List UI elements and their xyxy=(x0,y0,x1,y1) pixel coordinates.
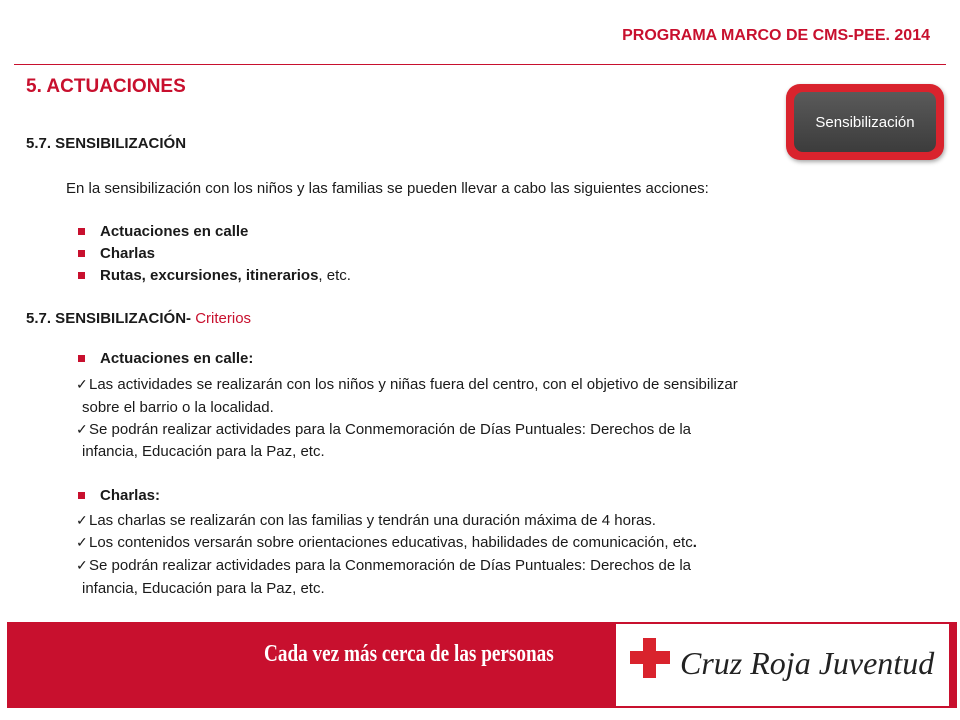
bullet-square-icon xyxy=(78,492,85,499)
criteria-heading: Actuaciones en calle: xyxy=(100,350,254,367)
red-cross-icon xyxy=(630,638,670,678)
criteria-item-cont: sobre el barrio o la localidad. xyxy=(82,399,274,416)
bullet-square-icon xyxy=(78,272,85,279)
criteria-title-accent: Criterios xyxy=(195,310,252,327)
section-title: 5. ACTUACIONES xyxy=(26,76,186,97)
criteria-title-main: 5.7. SENSIBILIZACIÓN- xyxy=(26,310,196,327)
criteria-item-cont: infancia, Educación para la Paz, etc. xyxy=(82,580,325,597)
logo-script-text: Cruz Roja Juventud xyxy=(680,645,935,681)
header-divider xyxy=(14,64,946,65)
criteria-item: Las actividades se realizarán con los niños y niñas fuera del centro, con el objetivo de sensibilizar xyxy=(89,376,738,393)
intro-paragraph: En la sensibilización con los niños y las familias se pueden llevar a cabo las siguientes acciones: xyxy=(66,180,709,197)
sensibilizacion-badge xyxy=(786,84,944,160)
bullet-item: Actuaciones en calle xyxy=(100,223,249,240)
footer-slogan: Cada vez más cerca de las personas xyxy=(264,641,554,667)
checkmark-icon: ✓ xyxy=(76,534,88,550)
badge-label: Sensibilización xyxy=(794,92,936,152)
criteria-heading: Charlas: xyxy=(100,487,161,504)
bullet-item: Charlas xyxy=(100,245,156,262)
checkmark-icon: ✓ xyxy=(76,557,88,573)
criteria-item: Se podrán realizar actividades para la Conmemoración de Días Puntuales: Derechos de la xyxy=(89,557,691,574)
checkmark-icon: ✓ xyxy=(76,421,88,437)
header-title: PROGRAMA MARCO DE CMS-PEE. 2014 xyxy=(622,27,930,44)
criteria-item-bold-tail: . xyxy=(692,534,697,551)
criteria-item-text: Los contenidos versarán sobre orientaciones educativas, habilidades de comunicación, etc xyxy=(89,534,693,551)
checkmark-icon: ✓ xyxy=(76,512,88,528)
bullet-item-rest: , etc. xyxy=(318,267,351,284)
bullet-square-icon xyxy=(78,355,85,362)
bullet-square-icon xyxy=(78,228,85,235)
criteria-item-cont: infancia, Educación para la Paz, etc. xyxy=(82,443,325,460)
criteria-title xyxy=(26,308,251,329)
criteria-item: Se podrán realizar actividades para la Conmemoración de Días Puntuales: Derechos de la xyxy=(89,421,691,438)
bullet-item xyxy=(100,265,351,286)
checkmark-icon: ✓ xyxy=(76,376,88,392)
criteria-item: Las charlas se realizarán con las familias y tendrán una duración máxima de 4 horas. xyxy=(89,512,656,529)
cruz-roja-juventud-logo xyxy=(616,624,949,706)
subsection-title: 5.7. SENSIBILIZACIÓN xyxy=(26,135,187,152)
criteria-item xyxy=(89,532,697,553)
bullet-square-icon xyxy=(78,250,85,257)
bullet-item-bold: Rutas, excursiones, itinerarios xyxy=(100,267,319,284)
